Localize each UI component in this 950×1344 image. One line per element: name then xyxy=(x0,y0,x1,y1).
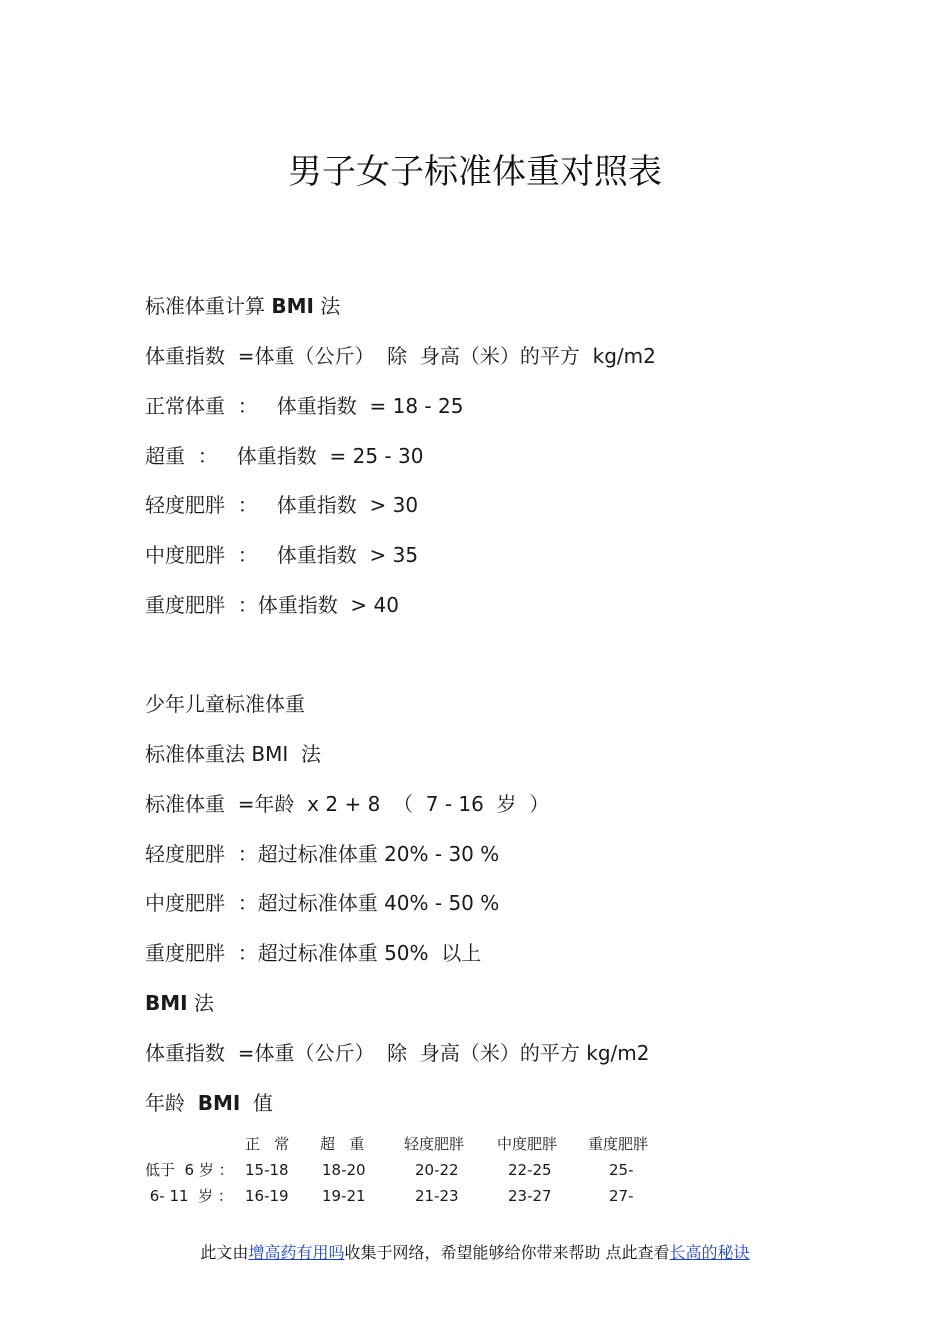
column-header: 正 常 xyxy=(245,1135,290,1153)
footer-text: 此文由 xyxy=(200,1243,249,1262)
column-header: 超 重 xyxy=(320,1135,365,1153)
table-cell: 21-23 xyxy=(415,1187,459,1205)
footer-link-growth-pills[interactable]: 增高药有用吗 xyxy=(248,1243,345,1262)
table-cell: 25- xyxy=(609,1161,634,1179)
children-method-line: 标准体重法 BMI 法 xyxy=(145,742,321,766)
heading-text: 标准体重计算 xyxy=(145,294,272,318)
footer-note xyxy=(0,1241,950,1265)
mild-obesity-line: 轻度肥胖 ： 体重指数 > 30 xyxy=(145,493,419,517)
table-row xyxy=(145,1157,705,1183)
column-header: 重度肥胖 xyxy=(588,1135,649,1153)
children-heading: 少年儿童标准体重 xyxy=(145,692,305,716)
children-mild-obesity-line: 轻度肥胖 ：超过标准体重 20% - 30 % xyxy=(145,842,500,866)
column-header: 轻度肥胖 xyxy=(404,1135,465,1153)
children-formula-line: 标准体重 =年龄 x 2 + 8 （ 7 - 16 岁 ） xyxy=(145,792,550,816)
table-cell: 27- xyxy=(609,1187,634,1205)
table-cell: 18-20 xyxy=(322,1161,366,1179)
age-bmi-heading xyxy=(145,1089,273,1117)
heading-bold: BMI xyxy=(145,991,188,1015)
row-label: 6- 11 岁 ： xyxy=(145,1187,233,1205)
heading-text: 法 xyxy=(187,991,214,1015)
severe-obesity-line: 重度肥胖 ：体重指数 > 40 xyxy=(145,593,399,617)
bmi-formula: 体重指数 =体重（公斤） 除 身高（米）的平方 kg/m2 xyxy=(145,344,656,368)
heading-text: 法 xyxy=(313,294,341,318)
overweight-line: 超重 ： 体重指数 = 25 - 30 xyxy=(145,444,424,468)
bmi-method-heading xyxy=(145,292,340,320)
table-header-row xyxy=(145,1131,705,1157)
moderate-obesity-line: 中度肥胖 ： 体重指数 > 35 xyxy=(145,543,419,567)
bmi-heading xyxy=(145,989,214,1017)
page-title: 男子女子标准体重对照表 xyxy=(288,152,662,192)
table-cell: 15-18 xyxy=(245,1161,289,1179)
row-label: 低于 6 岁 ： xyxy=(145,1161,234,1179)
footer-link-growth-secrets[interactable]: 长高的秘诀 xyxy=(669,1243,750,1262)
heading-text: 值 xyxy=(240,1091,274,1115)
table-cell: 22-25 xyxy=(508,1161,552,1179)
footer-text: 收集于网络，希望能够给你带来帮助 点此查看 xyxy=(344,1243,670,1262)
normal-weight-line: 正常体重 ： 体重指数 = 18 - 25 xyxy=(145,394,464,418)
heading-bold: BMI xyxy=(197,1091,241,1115)
table-cell: 16-19 xyxy=(245,1187,289,1205)
table-cell: 19-21 xyxy=(322,1187,366,1205)
heading-bold: BMI xyxy=(271,294,314,318)
age-bmi-table xyxy=(145,1131,705,1209)
table-row xyxy=(145,1183,705,1209)
children-severe-obesity-line: 重度肥胖 ：超过标准体重 50% 以上 xyxy=(145,941,482,965)
children-moderate-obesity-line: 中度肥胖 ：超过标准体重 40% - 50 % xyxy=(145,891,500,915)
table-cell: 20-22 xyxy=(415,1161,459,1179)
heading-text: 年龄 xyxy=(145,1091,198,1115)
column-header: 中度肥胖 xyxy=(497,1135,558,1153)
table-cell: 23-27 xyxy=(508,1187,552,1205)
children-bmi-formula: 体重指数 =体重（公斤） 除 身高（米）的平方 kg/m2 xyxy=(145,1041,650,1065)
